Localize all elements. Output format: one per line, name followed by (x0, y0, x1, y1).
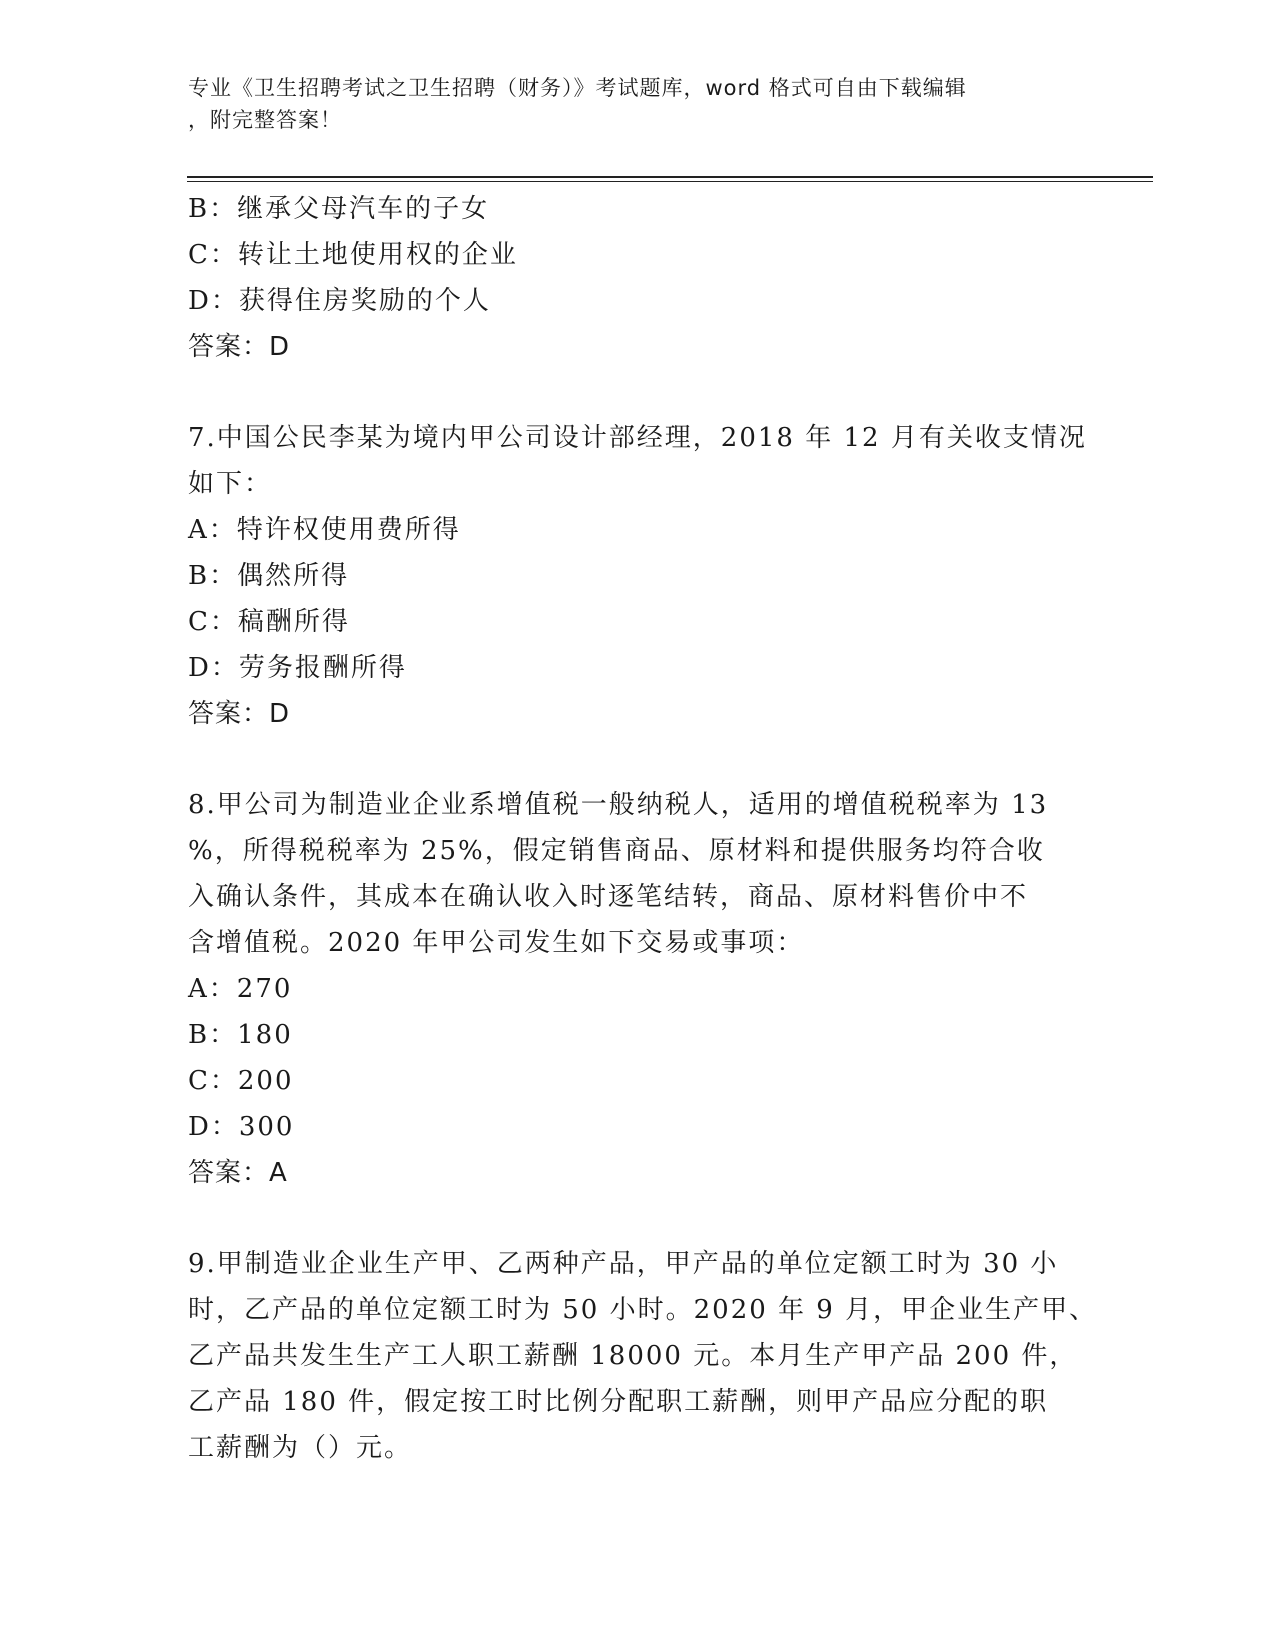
option-b: B：偶然所得 (188, 561, 350, 591)
question-9 (188, 1241, 1098, 1471)
question-stem-line: 乙产品 180 件，假定按工时比例分配职工薪酬，则甲产品应分配的职 (188, 1387, 1049, 1417)
question-6 (188, 186, 1088, 370)
question-stem-line: 7.中国公民李某为境内甲公司设计部经理，2018 年 12 月有关收支情况 (188, 423, 1087, 453)
option-b: B：继承父母汽车的子女 (188, 194, 490, 224)
option-c: C：稿酬所得 (188, 607, 350, 637)
spacer (188, 1196, 1088, 1241)
question-stem-line: 如下： (188, 469, 273, 499)
question-7 (188, 415, 1088, 737)
option-d: D：300 (188, 1112, 295, 1142)
question-stem-line: 工薪酬为（）元。 (188, 1433, 413, 1463)
header-line-1: 专业《卫生招聘考试之卫生招聘（财务）》考试题库，word 格式可自由下载编辑 (188, 76, 967, 100)
question-stem-line: 9.甲制造业企业生产甲、乙两种产品，甲产品的单位定额工时为 30 小 (188, 1249, 1059, 1279)
spacer (188, 370, 1088, 415)
question-stem-line: 8.甲公司为制造业企业系增值税一般纳税人，适用的增值税税率为 13 (188, 790, 1049, 820)
question-stem-line: 入确认条件，其成本在确认收入时逐笔结转，商品、原材料售价中不 (188, 882, 1029, 912)
option-d: D：获得住房奖励的个人 (188, 286, 491, 316)
header-divider-thin (187, 181, 1153, 182)
header-divider-thick (187, 176, 1153, 178)
option-c: C：转让土地使用权的企业 (188, 240, 518, 270)
answer: 答案：A (188, 1158, 288, 1188)
document-header (188, 72, 1088, 136)
option-d: D：劳务报酬所得 (188, 653, 407, 683)
option-b: B：180 (188, 1020, 293, 1050)
spacer (188, 737, 1088, 782)
header-line-2: ，附完整答案！ (188, 108, 342, 132)
option-a: A：特许权使用费所得 (188, 515, 461, 545)
question-content (188, 186, 1098, 1471)
question-8 (188, 782, 1088, 1196)
answer: 答案：D (188, 332, 291, 362)
question-stem-line: 时，乙产品的单位定额工时为 50 小时。2020 年 9 月，甲企业生产甲、 (188, 1295, 1098, 1325)
answer: 答案：D (188, 699, 291, 729)
question-stem-line: %，所得税税率为 25%，假定销售商品、原材料和提供服务均符合收 (188, 836, 1045, 866)
question-stem-line: 乙产品共发生生产工人职工薪酬 18000 元。本月生产甲产品 200 件， (188, 1341, 1078, 1371)
question-stem-line: 含增值税。2020 年甲公司发生如下交易或事项： (188, 928, 805, 958)
option-c: C：200 (188, 1066, 294, 1096)
option-a: A：270 (188, 974, 293, 1004)
